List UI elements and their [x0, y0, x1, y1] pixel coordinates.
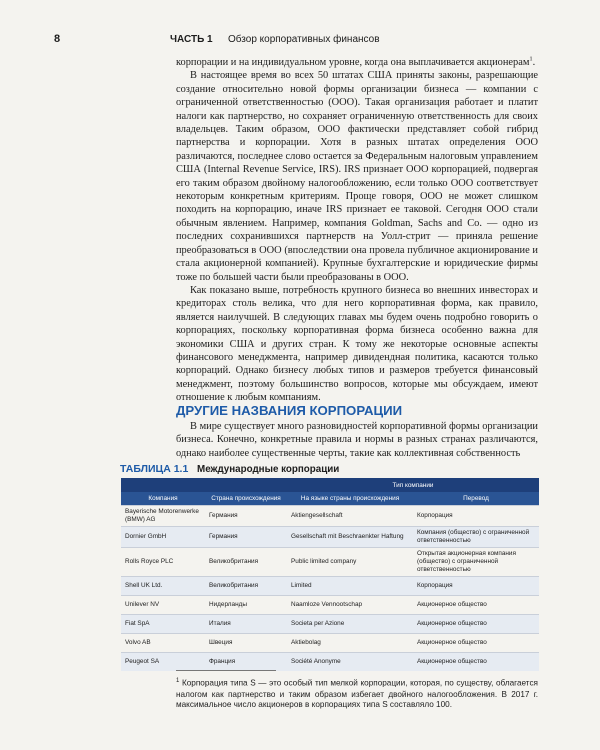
footnote [176, 676, 538, 711]
footnote-marker: 1 [176, 678, 180, 684]
country-cell: Германия [205, 506, 287, 527]
column-header: Страна происхождения [205, 492, 287, 506]
country-cell: Великобритания [205, 577, 287, 596]
column-header: Компания [121, 492, 205, 506]
running-header [54, 33, 540, 47]
table-row [121, 615, 539, 634]
table-caption [120, 463, 339, 475]
table-title: Международные корпорации [197, 464, 340, 475]
translation-cell: Открытая акционерная компания (общество) с ограниченной ответственностью [413, 548, 539, 577]
group-header-spacer [121, 478, 287, 492]
native-type-cell: Aktiebolag [287, 634, 413, 653]
page-number: 8 [54, 33, 61, 45]
column-header: Перевод [413, 492, 539, 506]
company-cell: Dornier GmbH [121, 527, 205, 548]
country-cell: Швеция [205, 634, 287, 653]
group-header: Тип компании [287, 478, 539, 492]
company-cell: Fiat SpA [121, 615, 205, 634]
native-type-cell: Societa per Azione [287, 615, 413, 634]
table-label: ТАБЛИЦА 1.1 [120, 463, 189, 475]
country-cell: Великобритания [205, 548, 287, 577]
table-row [121, 653, 539, 672]
table-row [121, 527, 539, 548]
company-cell: Unilever NV [121, 596, 205, 615]
translation-cell: Акционерное общество [413, 596, 539, 615]
table-row [121, 596, 539, 615]
llc-paragraph: В настоящее время во всех 50 штатах США приняты законы, разрешающие создание относительно новой формы организации бизнеса — компании с ограниченной ответственностью (ООО). Такая организация работает и платит налоги как партнерство, но сохраняет ограниченную ответственность для своих владельцев. Таким образом, ООО фактически представляет собой гибрид партнерства и корпорации. Хотя в разных штатах определения ООО различаются, последнее слово остается за Федеральным налоговым управлением США (Internal Revenue Service, IRS). IRS признает ООО корпорацией, подвергая его таким образом двойному налогообложению, если только ООО соответствует некоторым конкретным критериям. Проще говоря, ООО не может слишком походить на корпорацию, иначе IRS признает ее таковой. Сегодня ООО стали обычным явлением. Например, компания Goldman, Sachs and Co. — одно из последних сохранившихся партнерств на Уолл-стрит — приняла решение преобразоваться в ООО (впоследствии она провела публичное акционирование и стала акционерной компанией). Крупные бухгалтерские и юридические фирмы тоже по большей части были преобразованы в ООО. [176, 70, 538, 283]
table-row [121, 577, 539, 596]
native-type-cell: Naamloze Vennootschap [287, 596, 413, 615]
lead-paragraph: корпорации и на индивидуальном уровне, когда она выплачивается акционерам$^1$. [176, 55, 536, 68]
country-cell: Германия [205, 527, 287, 548]
country-cell: Франция [205, 653, 287, 672]
translation-cell: Компания (общество) с ограниченной ответственностью [413, 527, 539, 548]
part-title: Обзор корпоративных финансов [228, 34, 380, 45]
translation-cell: Корпорация [413, 506, 539, 527]
company-cell: Bayerische Motorenwerke (BMW) AG [121, 506, 205, 527]
translation-cell: Акционерное общество [413, 653, 539, 672]
native-type-cell: Public limited company [287, 548, 413, 577]
native-type-cell: Gesellschaft mit Beschraenkter Haftung [287, 527, 413, 548]
company-cell: Volvo AB [121, 634, 205, 653]
native-type-cell: Limited [287, 577, 413, 596]
table-row [121, 634, 539, 653]
footnote-ref: 1 [529, 55, 533, 63]
translation-cell: Акционерное общество [413, 615, 539, 634]
footnote-divider [176, 670, 276, 671]
country-cell: Италия [205, 615, 287, 634]
section-heading: ДРУГИЕ НАЗВАНИЯ КОРПОРАЦИИ [176, 403, 403, 418]
native-type-cell: Aktiengesellschaft [287, 506, 413, 527]
section-intro: В мире существует много разновидностей корпоративной формы организации бизнеса. Конечно, конкретные правила и нормы в разных странах различаются, однако наиболее существенные черты, такие как коллективная собственность [176, 421, 538, 459]
company-cell: Shell UK Ltd. [121, 577, 205, 596]
table-row [121, 548, 539, 577]
footnote-text: Корпорация типа S — это особый тип мелкой корпорации, которая, по существу, облагается налогом как партнерство и таким образом избегает двойного налогообложения. В 2017 г. максимальное число акционеров в корпорациях типа S составляло 100. [176, 678, 538, 710]
company-cell: Peugeot SA [121, 653, 205, 672]
corporations-table [121, 478, 539, 671]
corporation-paragraph: Как показано выше, потребность крупного бизнеса во внешних инвесторах и кредиторах столь велика, что для него корпоративная форма, как правило, является наилучшей. В следующих главах мы будем очень подробно говорить о корпорациях, поскольку корпоративная форма бизнеса особенно важна для экономики США и других стран. К тому же некоторые основные аспекты финансового менеджмента, например дивидендная политика, касаются только корпораций. Однако бизнесу любых типов и размеров требуется финансовый менеджмент, поэтому большинство вопросов, которые мы обсуждаем, имеют отношение к любым компаниям. [176, 284, 538, 404]
table-row [121, 506, 539, 527]
translation-cell: Акционерное общество [413, 634, 539, 653]
translation-cell: Корпорация [413, 577, 539, 596]
company-cell: Rolls Royce PLC [121, 548, 205, 577]
part-label: ЧАСТЬ 1 [170, 34, 213, 45]
country-cell: Нидерланды [205, 596, 287, 615]
column-header: На языке страны происхождения [287, 492, 413, 506]
body-text-top [176, 56, 538, 405]
native-type-cell: Société Anonyme [287, 653, 413, 672]
